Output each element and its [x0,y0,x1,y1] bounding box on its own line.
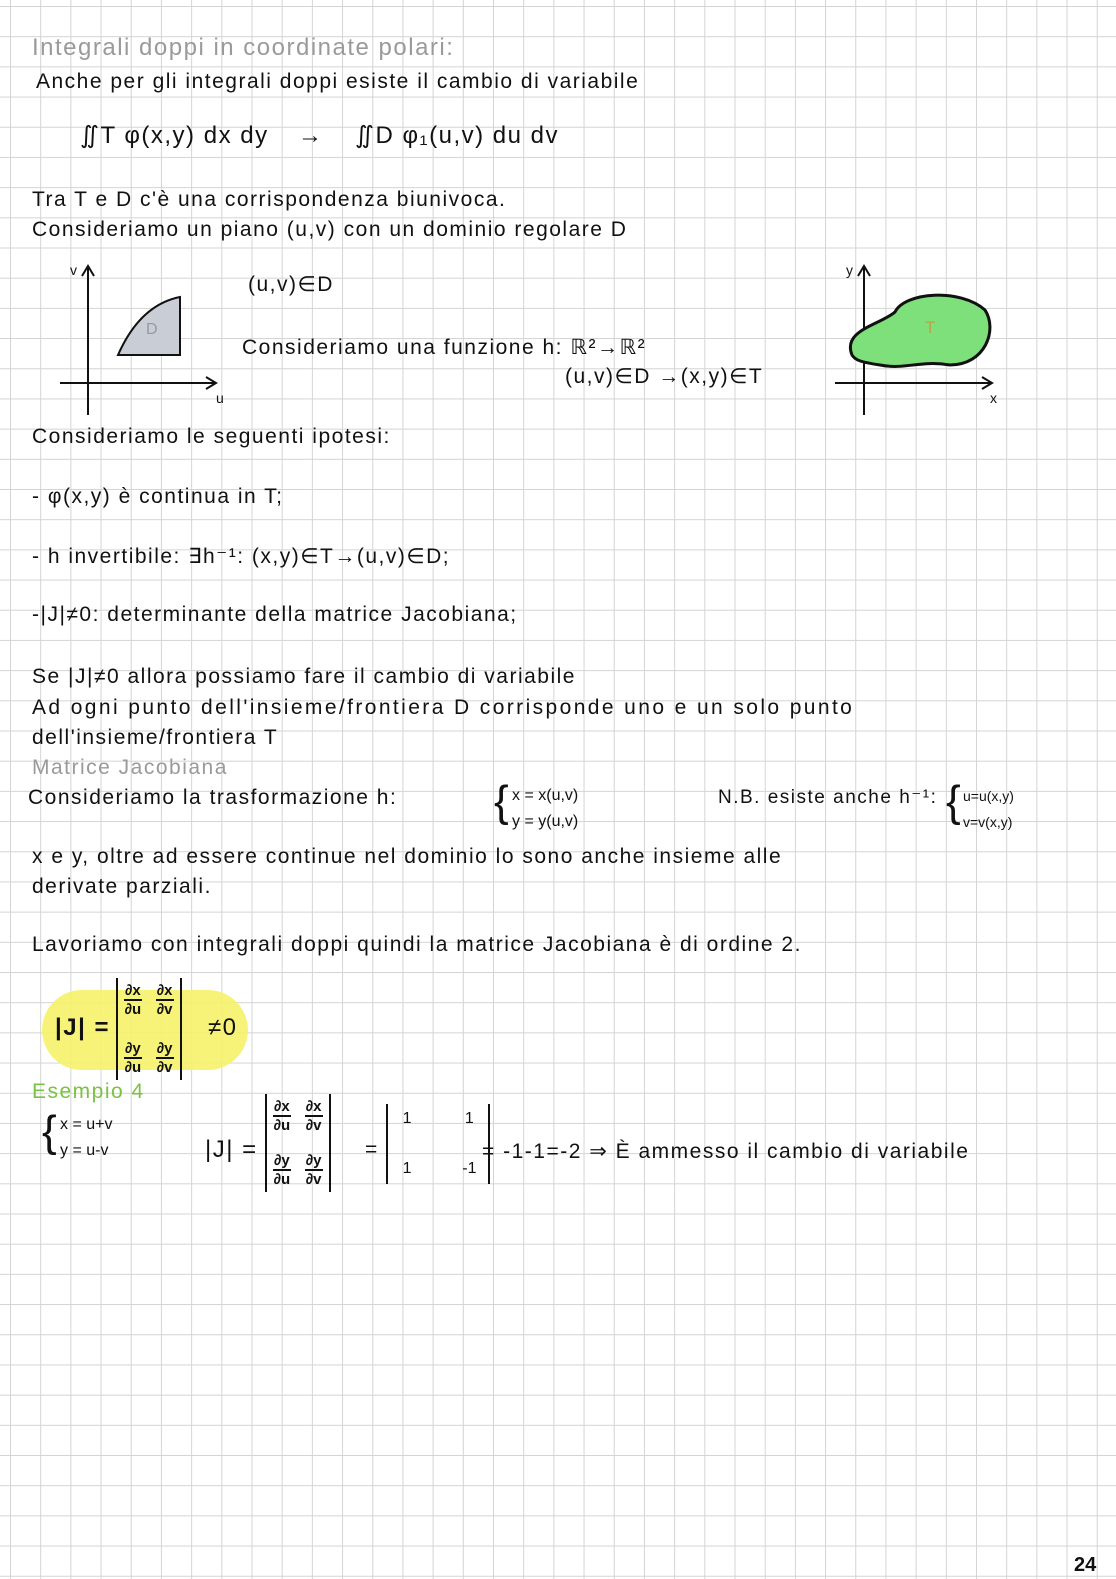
jacobian-matrix: $\frac{\partial x}{\partial u}$ $\frac{\partial x}{\partial v}$ $\frac{\partial y}{\partial u}$ $\frac{\partial y}{\partial v}$ [116,978,182,1080]
integral-left: ∬T φ(x,y) dx dy [80,122,269,149]
v-axis-label: v [70,262,79,278]
y-axis-label: y [846,262,855,278]
partials-2: derivate parziali. [32,875,212,898]
hypothesis-1: - φ(x,y) è continua in T; [32,485,284,508]
brace: { [42,1107,57,1156]
intro-text: Anche per gli integrali doppi esiste il cambio di variabile [36,70,640,93]
order-text: Lavoriamo con integrali doppi quindi la matrice Jacobiana è di ordine 2. [32,933,802,956]
brace: { [494,777,509,826]
plane-text: Consideriamo un piano (u,v) con un dominio regolare D [32,218,628,241]
example-title: Esempio 4 [32,1080,145,1103]
region-t-label: T [925,318,937,337]
eq-y: y = y(u,v) [512,813,579,830]
conclusion-1: Se |J|≠0 allora possiamo fare il cambio di variabile [32,665,576,688]
x-axis-label: x [990,390,999,406]
partials-1: x e y, oltre ad essere continue nel dominio lo sono anche insieme alle [32,845,783,868]
brace: { [946,777,961,826]
domain-t-shape [850,295,990,366]
mapping-text: (u,v)∈D →(x,y)∈T [565,365,764,388]
conclusion-2: Ad ogni punto dell'insieme/frontiera D corrisponde uno e un solo punto [32,696,855,719]
u-axis-label: u [216,390,226,406]
eq-x: x = x(u,v) [512,787,579,804]
eq-u: u=u(x,y) [963,788,1014,804]
eq-x: x = u+v [60,1116,113,1133]
eq-y: y = u-v [60,1142,109,1159]
transformation-label: Consideriamo la trasformazione h: [28,786,398,809]
example-system [60,1112,112,1164]
uv-in-d: (u,v)∈D [248,273,334,296]
example-value-matrix: 1 1 1 -1 [386,1104,490,1184]
transformation-system [512,783,578,835]
integral-right: ∬D φ₁(u,v) du dv [355,122,559,149]
conclusion-3: dell'insieme/frontiera T [32,726,279,749]
nb-label: N.B. esiste anche h⁻¹: [718,787,938,808]
jacobian-lhs: |J| = [55,1014,110,1041]
bijection-text: Tra T e D c'è una corrispondenza biunivoca. [32,188,507,211]
example-result: = -1-1=-2 ⇒ È ammesso il cambio di variabile [482,1140,970,1163]
uv-plane-diagram [0,0,1116,440]
inverse-system [963,783,1014,835]
example-jacobian-matrix: $\frac{\partial x}{\partial u}$ $\frac{\partial x}{\partial v}$ $\frac{\partial y}{\partial u}$ $\frac{\partial y}{\partial v}$ [265,1094,331,1192]
region-d-label: D [146,321,160,338]
example-eq: = [365,1138,379,1161]
section-title: Integrali doppi in coordinate polari: [32,34,455,61]
jacobian-heading: Matrice Jacobiana [32,756,228,779]
eq-v: v=v(x,y) [963,814,1013,830]
function-text: Consideriamo una funzione h: ℝ²→ℝ² [242,336,647,359]
hypothesis-3: -|J|≠0: determinante della matrice Jacobiana; [32,603,518,626]
hypothesis-2: - h invertibile: ∃h⁻¹: (x,y)∈T→(u,v)∈D; [32,545,451,568]
integral-arrow: → [298,122,324,149]
example-lhs: |J| = [205,1136,258,1163]
jacobian-neq: ≠0 [208,1014,238,1041]
hypotheses-title: Consideriamo le seguenti ipotesi: [32,425,391,448]
page-number: 24 [1074,1554,1097,1576]
